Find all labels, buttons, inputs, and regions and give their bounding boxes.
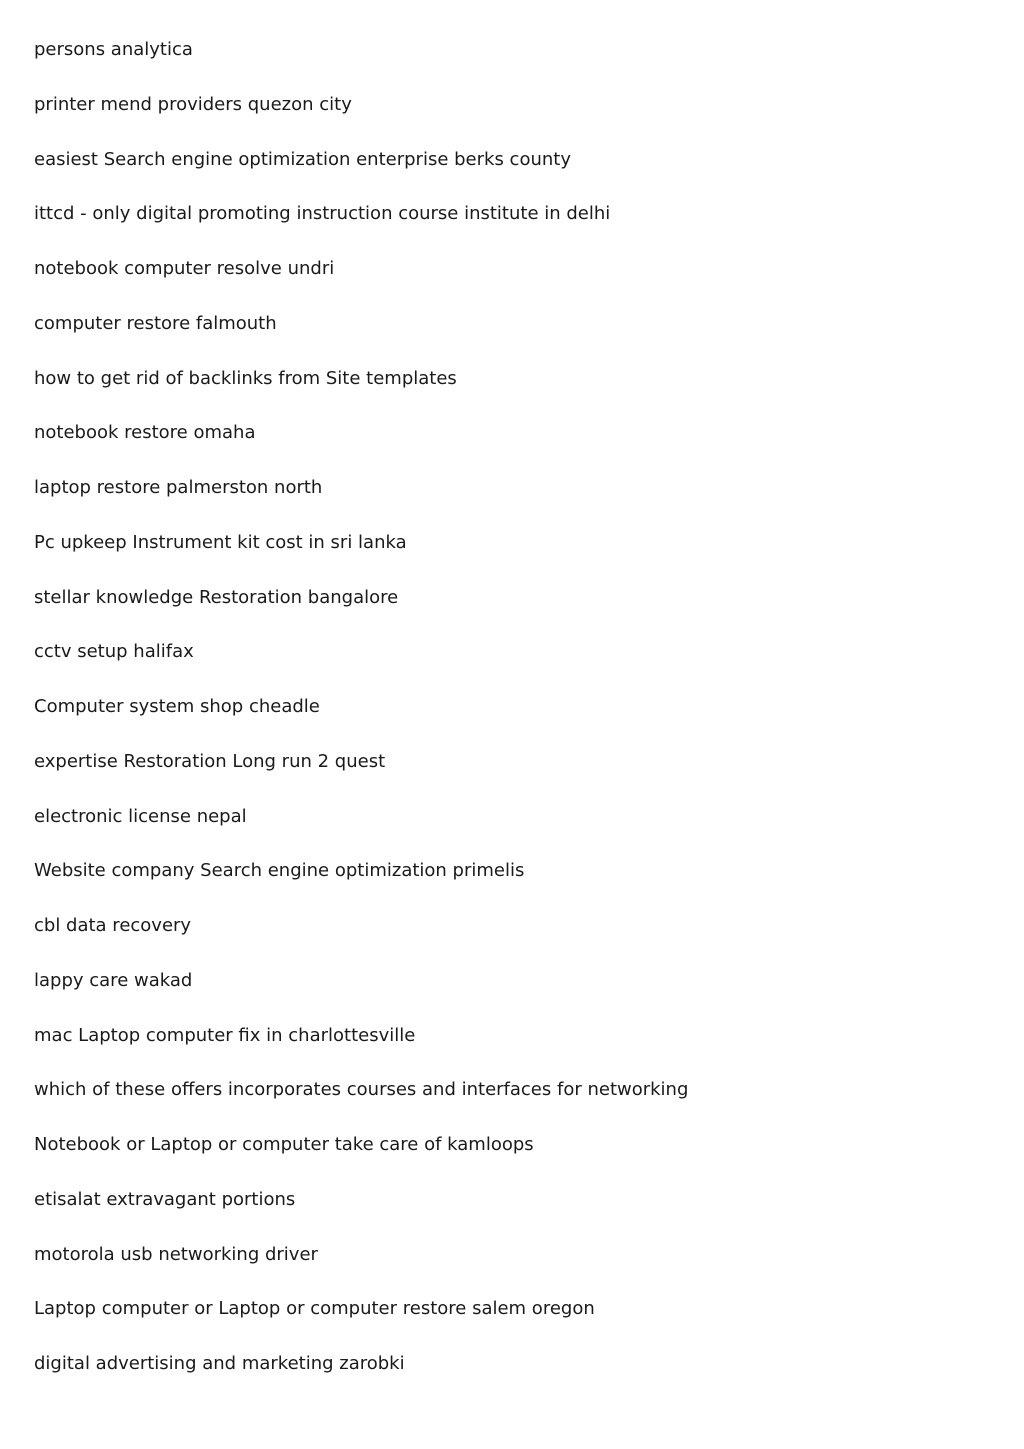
link[interactable]: Computer system shop cheadle <box>34 696 320 717</box>
link[interactable]: expertise Restoration Long run 2 quest <box>34 750 386 772</box>
link[interactable]: notebook computer resolve undri <box>34 258 335 279</box>
link[interactable]: computer restore falmouth <box>34 312 277 334</box>
link[interactable]: cbl data recovery <box>34 915 192 936</box>
list-item <box>34 310 994 365</box>
link[interactable]: Laptop computer or Laptop or computer restore salem oregon <box>34 1298 595 1320</box>
list-item <box>34 1241 994 1296</box>
link[interactable]: electronic license nepal <box>34 805 247 827</box>
link[interactable]: lappy care wakad <box>34 969 193 991</box>
link[interactable]: digital advertising and marketing zarobki <box>34 1353 405 1374</box>
list-item <box>34 1076 994 1131</box>
list-item <box>34 419 994 474</box>
list-item <box>34 967 994 1022</box>
link[interactable]: stellar knowledge Restoration bangalore <box>34 586 399 608</box>
list-item <box>34 584 994 639</box>
list-item <box>34 91 994 146</box>
link[interactable]: printer mend providers quezon city <box>34 93 352 115</box>
link[interactable]: mac Laptop computer fix in charlottesville <box>34 1024 416 1046</box>
list-item <box>34 365 994 420</box>
list-item <box>34 693 994 748</box>
link[interactable]: ittcd - only digital promoting instruction course institute in delhi <box>34 203 611 225</box>
list-item <box>34 1186 994 1241</box>
link-list <box>34 36 994 1405</box>
link[interactable]: cctv setup halifax <box>34 641 194 663</box>
link[interactable]: Notebook or Laptop or computer take care of kamloops <box>34 1134 534 1155</box>
list-item <box>34 1350 994 1405</box>
link[interactable]: easiest Search engine optimization enterprise berks county <box>34 148 571 170</box>
list-item <box>34 146 994 201</box>
link[interactable]: how to get rid of backlinks from Site templates <box>34 367 457 389</box>
link[interactable]: which of these offers incorporates courses and interfaces for networking <box>34 1079 689 1101</box>
list-item <box>34 529 994 584</box>
list-item <box>34 857 994 912</box>
list-item <box>34 638 994 693</box>
list-item <box>34 1022 994 1077</box>
link[interactable]: laptop restore palmerston north <box>34 477 323 498</box>
link[interactable]: persons analytica <box>34 39 193 60</box>
list-item <box>34 200 994 255</box>
list-item <box>34 912 994 967</box>
link[interactable]: etisalat extravagant portions <box>34 1188 296 1210</box>
list-item <box>34 255 994 310</box>
list-item <box>34 803 994 858</box>
link[interactable]: Pc upkeep Instrument kit cost in sri lanka <box>34 531 407 553</box>
list-item <box>34 1295 994 1350</box>
list-item <box>34 1131 994 1186</box>
link[interactable]: notebook restore omaha <box>34 422 256 444</box>
list-item <box>34 36 994 91</box>
link[interactable]: motorola usb networking driver <box>34 1243 318 1265</box>
link[interactable]: Website company Search engine optimization primelis <box>34 860 525 882</box>
list-item <box>34 748 994 803</box>
list-item <box>34 474 994 529</box>
